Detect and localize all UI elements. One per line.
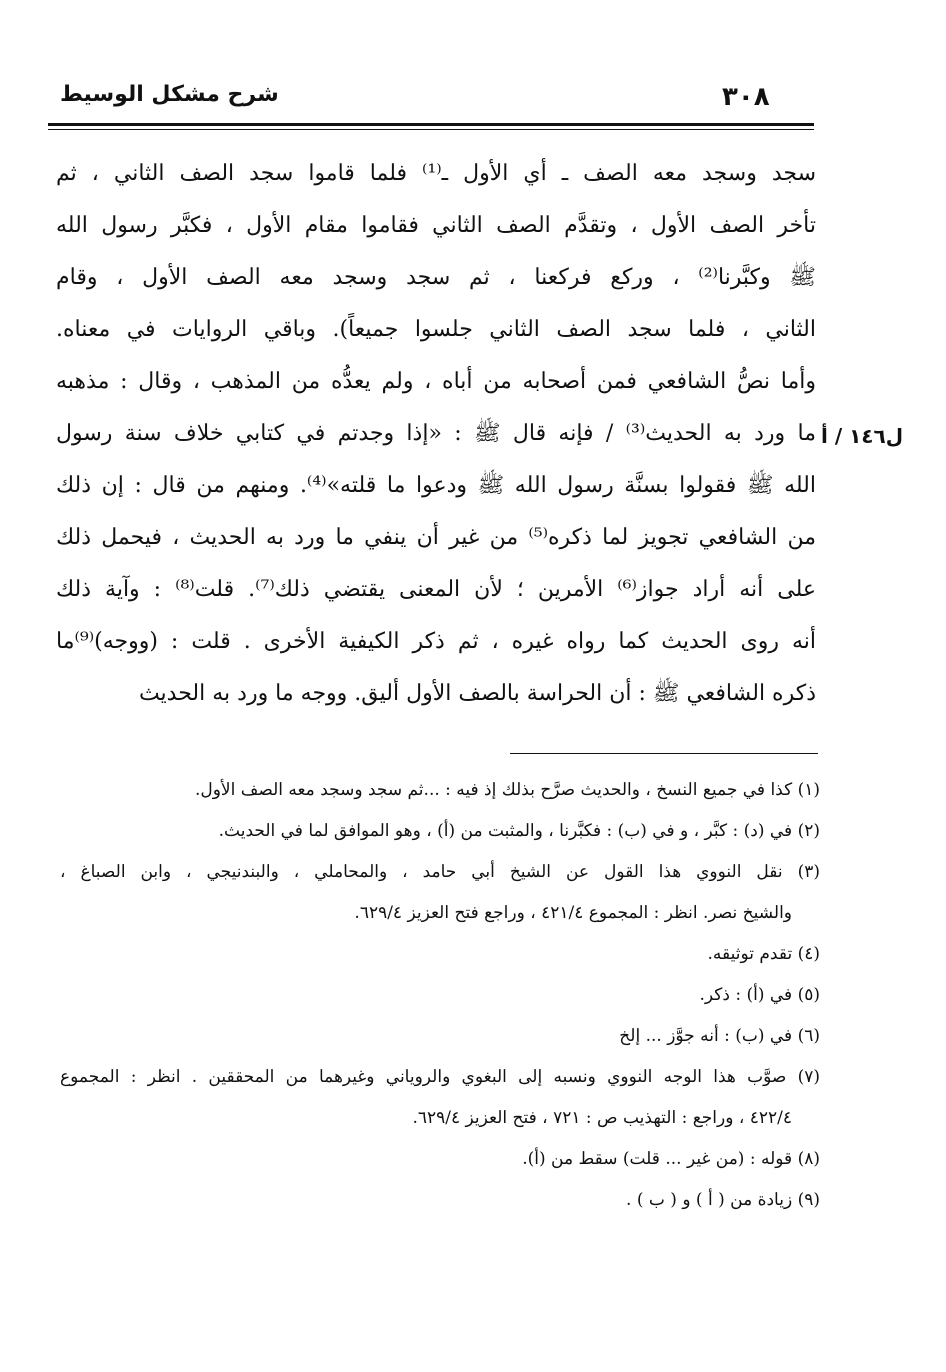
footnote-3-continued: والشيخ نصر. انظر : المجموع ٤٢١/٤ ، وراجع فتح العزيز ٦٢٩/٤. xyxy=(354,903,792,923)
header-rule xyxy=(48,123,814,126)
footnote-3: (٣) نقل النووي هذا القول عن الشيخ أبي حامد ، والمحاملي ، والبندنيجي ، وابن الصباغ ، xyxy=(60,862,820,882)
body-line: تأخر الصف الأول ، وتقدَّم الصف الثاني فقاموا مقام الأول ، فكبَّر رسول الله xyxy=(56,213,816,238)
footnotes xyxy=(60,770,820,1221)
footnote-7-continued: ٤٢٢/٤ ، وراجع : التهذيب ص : ٧٢١ ، فتح العزيز ٦٢٩/٤. xyxy=(412,1108,792,1128)
footnote-separator xyxy=(510,753,818,754)
body-line: ﷺ وكبَّرنا⁽²⁾ ، وركع فركعنا ، ثم سجد وسجد معه الصف الأول ، وقام xyxy=(56,265,816,290)
book-title: شرح مشكل الوسيط xyxy=(60,82,279,107)
footnote-6: (٦) في (ب) : أنه جوَّز ... إلخ xyxy=(619,1026,820,1046)
body-line: سجد وسجد معه الصف ـ أي الأول ـ⁽¹⁾ فلما قاموا سجد الصف الثاني ، ثم xyxy=(56,161,816,186)
body-line: ما ورد به الحديث⁽³⁾ / فإنه قال ﷺ : «إذا وجدتم في كتابي خلاف سنة رسول xyxy=(56,421,816,446)
footnote-2: (٢) في (د) : كبَّر ، و في (ب) : فكبَّرنا ، والمثبت من (أ) ، وهو الموافق لما في الحديث. xyxy=(218,821,820,841)
body-text xyxy=(56,148,816,720)
body-line: الله ﷺ فقولوا بسنَّة رسول الله ﷺ ودعوا ما قلته»⁽⁴⁾. ومنهم من قال : إن ذلك xyxy=(56,473,816,498)
body-line: الثاني ، فلما سجد الصف الثاني جلسوا جميعاً). وباقي الروايات في معناه. xyxy=(56,317,816,342)
body-line: ذكره الشافعي ﷺ : أن الحراسة بالصف الأول أليق. ووجه ما ورد به الحديث xyxy=(138,681,816,706)
body-line: وأما نصُّ الشافعي فمن أصحابه من أباه ، ولم يعدُّه من المذهب ، وقال : مذهبه xyxy=(56,369,816,394)
footnote-4: (٤) تقدم توثيقه. xyxy=(707,944,820,964)
page-number: ٣٠٨ xyxy=(722,82,770,112)
footnote-5: (٥) في (أ) : ذكر. xyxy=(699,985,820,1005)
body-line: على أنه أراد جواز⁽⁶⁾ الأمرين ؛ لأن المعنى يقتضي ذلك⁽⁷⁾. قلت⁽⁸⁾ : وآية ذلك xyxy=(56,577,816,602)
margin-note: ل١٤٦ / أ xyxy=(821,424,904,448)
footnote-9: (٩) زيادة من ( أ ) و ( ب ) . xyxy=(626,1190,820,1210)
footnote-1: (١) كذا في جميع النسخ ، والحديث صرَّح بذلك إذ فيه : ...ثم سجد وسجد معه الصف الأول. xyxy=(194,780,820,800)
footnote-8: (٨) قوله : (من غير ... قلت) سقط من (أ). xyxy=(522,1149,820,1169)
footnote-7: (٧) صوَّب هذا الوجه النووي ونسبه إلى البغوي والروياني وغيرهما من المحققين . انظر : المجموع xyxy=(60,1067,820,1087)
body-line: أنه روى الحديث كما رواه غيره ، ثم ذكر الكيفية الأخرى . قلت : (ووجه)⁽⁹⁾ما xyxy=(56,629,816,654)
body-line: من الشافعي تجويز لما ذكره⁽⁵⁾ من غير أن ينفي ما ورد به الحديث ، فيحمل ذلك xyxy=(56,525,816,550)
header-rule-thin xyxy=(48,129,814,130)
